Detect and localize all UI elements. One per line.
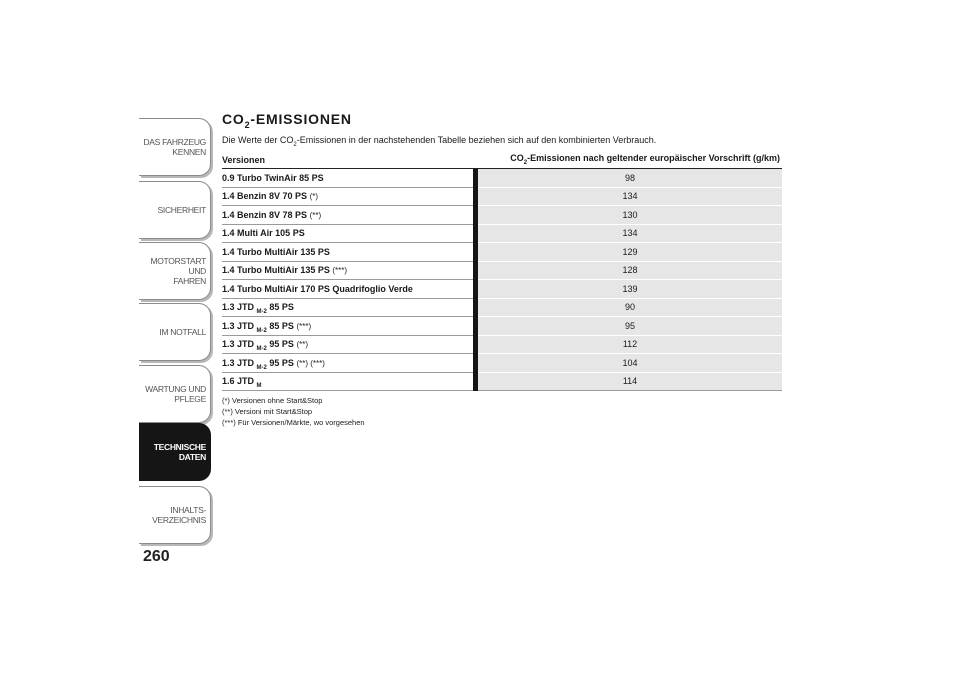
chapter-tab-label: INHALTS- VERZEICHNIS <box>152 505 206 525</box>
column-header-emissions <box>478 151 782 169</box>
version-cell <box>222 224 473 243</box>
version-cell <box>222 298 473 317</box>
emission-value: 90 <box>478 298 782 317</box>
intro-subscript: 2 <box>293 141 297 148</box>
table-row <box>222 280 782 299</box>
version-cell <box>222 206 473 225</box>
version-subscript: M-2 <box>256 364 267 371</box>
header-text: CO <box>510 153 524 164</box>
version-subscript: M-2 <box>256 309 267 316</box>
version-cell <box>222 280 473 299</box>
chapter-tab-5[interactable] <box>139 423 211 481</box>
chapter-tab-label: WARTUNG UND PFLEGE <box>145 384 206 404</box>
version-subscript: M <box>256 383 262 390</box>
table-row <box>222 206 782 225</box>
title-text: CO <box>222 111 245 127</box>
table-row <box>222 372 782 391</box>
version-name: 1.4 Multi Air 105 PS <box>222 228 305 239</box>
version-cell <box>222 169 473 188</box>
footnote-ref: (**) <box>309 210 322 220</box>
version-cell <box>222 261 473 280</box>
version-name: 1.3 JTD <box>222 302 255 313</box>
version-name: 1.4 Benzin 8V 78 PS <box>222 209 308 220</box>
version-name: 1.4 Turbo MultiAir 135 PS <box>222 265 330 276</box>
title-text-end: -EMISSIONEN <box>250 111 352 127</box>
version-name: 1.3 JTD <box>222 339 255 350</box>
footnote-ref: (**) (***) <box>296 358 325 368</box>
emission-value: 129 <box>478 243 782 262</box>
version-cell <box>222 372 473 391</box>
table-row <box>222 261 782 280</box>
version-subscript: M-2 <box>256 327 267 334</box>
version-power: 85 PS <box>269 320 294 331</box>
chapter-tab-label: DAS FAHRZEUG KENNEN <box>143 137 206 157</box>
title-subscript: 2 <box>244 119 251 130</box>
table-row <box>222 187 782 206</box>
table-row <box>222 317 782 336</box>
version-cell <box>222 187 473 206</box>
chapter-tab-label: MOTORSTART UND FAHREN <box>150 256 206 286</box>
chapter-tab-2[interactable] <box>139 242 211 300</box>
chapter-tab-label: SICHERHEIT <box>157 205 206 215</box>
table-row <box>222 354 782 373</box>
table-row <box>222 243 782 262</box>
table-row <box>222 224 782 243</box>
footnote-ref: (***) <box>332 266 348 276</box>
footnote: (***) Für Versionen/Märkte, wo vorgesehen <box>222 418 365 427</box>
version-name: 1.6 JTD <box>222 376 255 387</box>
chapter-tab-1[interactable] <box>139 181 211 239</box>
header-subscript: 2 <box>523 159 528 166</box>
version-name: 1.4 Turbo MultiAir 170 PS Quadrifoglio Verde <box>222 283 413 294</box>
table-row <box>222 335 782 354</box>
emission-value: 134 <box>478 224 782 243</box>
version-subscript: M-2 <box>256 346 267 353</box>
emission-value: 98 <box>478 169 782 188</box>
intro-text <box>222 135 782 151</box>
intro-text-start: Die Werte der CO <box>222 135 294 145</box>
emission-value: 95 <box>478 317 782 336</box>
chapter-tab-label: IM NOTFALL <box>159 327 206 337</box>
chapter-tab-6[interactable] <box>139 486 211 544</box>
column-header-versions: Versionen <box>222 154 266 165</box>
emission-value: 114 <box>478 372 782 391</box>
version-name: 0.9 Turbo TwinAir 85 PS <box>222 172 324 183</box>
version-power: 95 PS <box>269 339 294 350</box>
table-row <box>222 169 782 188</box>
version-cell <box>222 354 473 373</box>
chapter-tab-0[interactable] <box>139 118 211 176</box>
emission-value: 139 <box>478 280 782 299</box>
page-number: 260 <box>143 548 170 565</box>
version-power: 85 PS <box>269 302 294 313</box>
footnote-ref: (*) <box>309 192 319 202</box>
footnote: (*) Versionen ohne Start&Stop <box>222 396 323 405</box>
emission-value: 104 <box>478 354 782 373</box>
chapter-tab-4[interactable] <box>139 365 211 423</box>
footnote-ref: (***) <box>296 321 312 331</box>
emission-value: 112 <box>478 335 782 354</box>
chapter-tab-label: TECHNISCHE DATEN <box>153 442 206 462</box>
emission-value: 128 <box>478 261 782 280</box>
intro-text-end: -Emissionen in der nachstehenden Tabelle beziehen sich auf den kombinierten Verbrauch. <box>296 135 657 145</box>
emissions-table <box>222 151 782 391</box>
header-text-end: -Emissionen nach geltender europäischer Vorschrift (g/km) <box>527 153 780 164</box>
version-name: 1.3 JTD <box>222 320 255 331</box>
version-name: 1.3 JTD <box>222 357 255 368</box>
table-row <box>222 298 782 317</box>
emission-value: 134 <box>478 187 782 206</box>
footnote: (**) Versioni mit Start&Stop <box>222 407 313 416</box>
version-name: 1.4 Benzin 8V 70 PS <box>222 191 308 202</box>
section-title <box>222 111 782 133</box>
version-name: 1.4 Turbo MultiAir 135 PS <box>222 246 330 257</box>
version-cell <box>222 243 473 262</box>
table-header-row <box>222 151 782 169</box>
version-cell <box>222 317 473 336</box>
version-cell <box>222 335 473 354</box>
footnotes <box>222 395 782 428</box>
chapter-tab-3[interactable] <box>139 303 211 361</box>
emission-value: 130 <box>478 206 782 225</box>
version-power: 95 PS <box>269 357 294 368</box>
footnote-ref: (**) <box>296 340 308 350</box>
main-content <box>222 111 782 428</box>
